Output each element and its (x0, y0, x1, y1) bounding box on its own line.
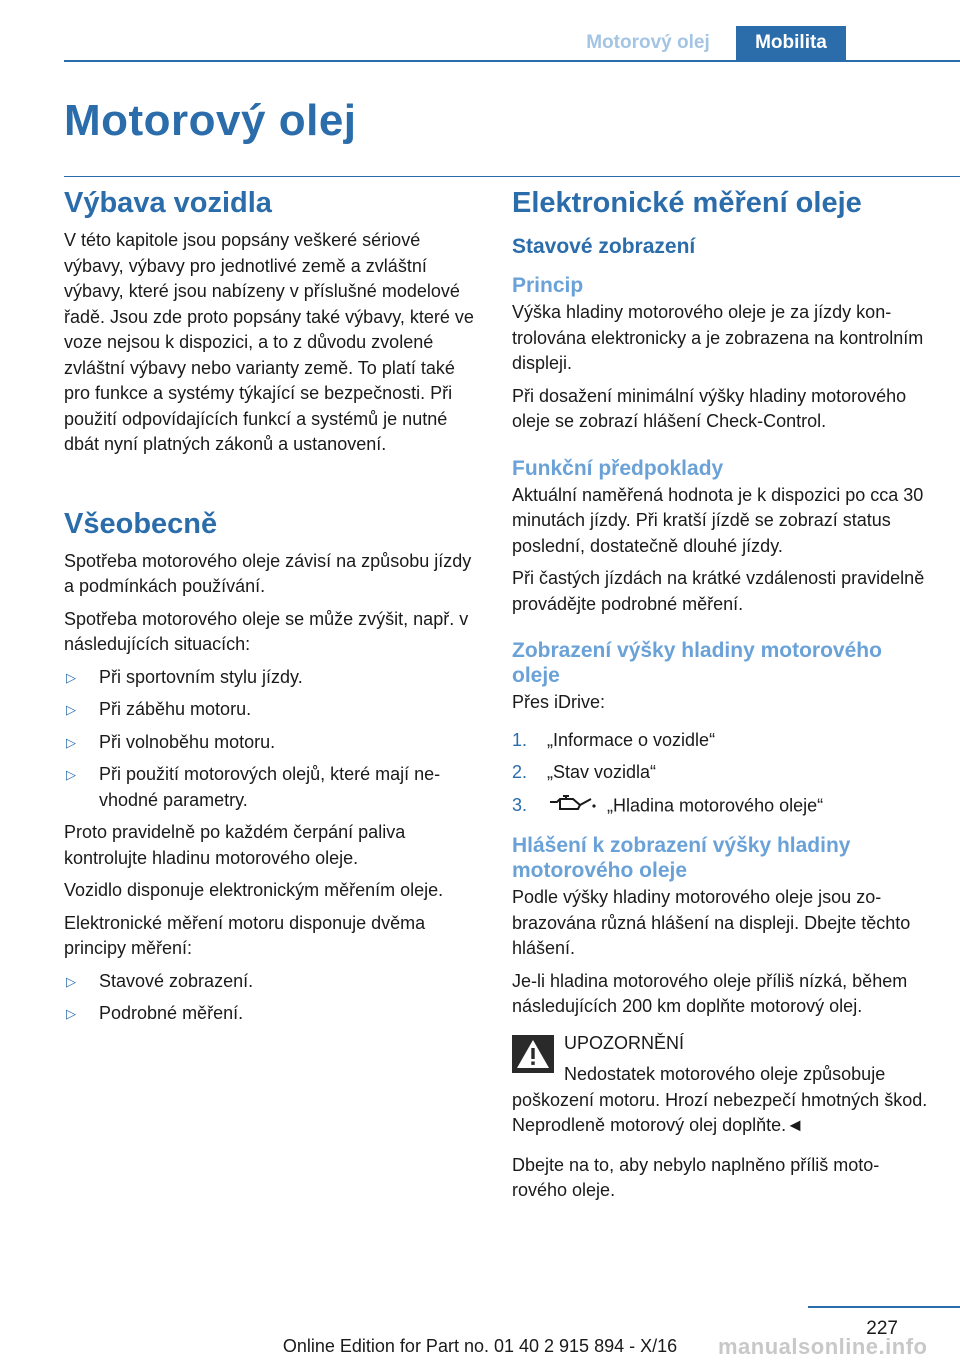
list-item: 2. „Stav vozidla“ (512, 762, 657, 782)
principle-heading: Princip (512, 274, 584, 297)
via-idrive: Přes iDrive: (512, 692, 606, 712)
principles-list (64, 969, 480, 1027)
warning-text: Nedostatek motorového oleje způsobuje poškození motoru. Hrozí nebezpečí hmotných škod. Neprodleně motorový olej doplňte.◄ (512, 1064, 928, 1135)
triangle-right-icon: ▷ (66, 767, 76, 782)
header-tab-section: Motorový olej (586, 32, 710, 53)
status-display-heading: Stavové zobrazení (512, 235, 696, 258)
page-number: 227 (866, 1318, 898, 1339)
warning-title: UPOZORNĚNÍ (564, 1032, 685, 1053)
list-item: ▷ Při použití motorových olejů, které mají nevhodné parametry. (66, 764, 441, 810)
overfill-note: Dbejte na to, aby nebylo naplněno příliš motorového oleje. (512, 1154, 880, 1200)
triangle-right-icon: ▷ (66, 669, 76, 685)
header-tab-chapter: Mobilita (736, 26, 846, 60)
triangle-right-icon: ▷ (66, 702, 76, 717)
general-p3: Proto pravidelně po každém čerpání paliva kontrolujte hladinu motorového oleje. (64, 822, 406, 868)
triangle-right-icon: ▷ (66, 734, 76, 750)
right-column (512, 184, 928, 1211)
oil-measurement-heading: Elektronické měření oleje (512, 187, 862, 219)
equipment-heading: Výbava vozidla (64, 187, 272, 219)
prerequisites-p1: Aktuální naměřená hodnota je k dispozici po cca 30 minutách jízdy. Při kratší jízdě se zobrazí status poslední, dostatečně dlouhé jízdy. (512, 484, 924, 556)
footer-rule (808, 1306, 960, 1308)
prerequisites-p2: Při častých jízdách na krátké vzdálenosti pravidelně provádějte podrobné měření. (512, 568, 925, 614)
general-p1: Spotřeba motorového oleje závisí na způsobu jízdy a podmínkách používání. (64, 550, 472, 596)
left-column (64, 184, 480, 1034)
warning-triangle-icon (512, 1035, 554, 1073)
watermark: manualsonline.info (718, 1334, 928, 1359)
edition-text: Online Edition for Part no. 01 40 2 915 894 - X/16 (282, 1336, 678, 1356)
general-p4: Vozidlo disponuje elektronickým měřením oleje. (64, 880, 444, 900)
triangle-right-icon: ▷ (66, 1006, 76, 1021)
oil-can-icon (547, 793, 597, 821)
idrive-steps (512, 728, 928, 821)
principle-p2: Při dosažení minimální výšky hladiny motorového oleje se zobrazí hlášení Check-Control. (512, 385, 907, 431)
title-rule (64, 176, 960, 177)
list-item: ▷ Při volnoběhu motoru. (64, 730, 480, 756)
equipment-text: V této kapitole jsou popsány veškeré sériové výbavy, výbavy pro jednotlivé země a zvláštní výbavy, které jsou nabízeny v příslušné modelové řadě. Jsou zde proto popsány také výbavy, které ve voze nejsou k dispozici, a to z důvodu zvolené zvláštní výbavy nebo varianty země. To platí také pro funkce a systémy týkající se bezpečnosti. Při použití odpovídajících funkcí a systémů je nutné dbát nyní platných zákonů a ustanovení. (64, 230, 474, 454)
messages-p1: Podle výšky hladiny motorového oleje jsou zobrazována různá hlášení na displeji. Dbejte těchto hlášení. (512, 887, 911, 958)
triangle-right-icon: ▷ (66, 973, 76, 989)
list-item: ▷ Při sportovním stylu jízdy. (64, 665, 480, 691)
list-item: 1. „Informace o vozidle“ (512, 729, 716, 750)
messages-heading: Hlášení k zobrazení výšky hladiny motorového oleje (512, 834, 851, 882)
list-item: ▷ Stavové zobrazení. (64, 969, 480, 995)
page-title: Motorový olej (64, 96, 357, 145)
list-item: ▷ Podrobné měření. (64, 1001, 480, 1027)
general-heading: Všeobecně (64, 507, 218, 540)
messages-p2: Je-li hladina motorového oleje příliš nízká, během následujících 200 km doplňte motorový olej. (512, 970, 908, 1016)
header-rule (64, 60, 960, 62)
warning-box (512, 1031, 928, 1139)
general-p5: Elektronické měření motoru disponuje dvěma principy měření: (64, 912, 426, 958)
general-p2: Spotřeba motorového oleje se může zvýšit, např. v následujících situacích: (64, 608, 469, 654)
list-item: 3. „Hladina motorového oleje“ (512, 793, 928, 821)
situations-list (64, 665, 480, 814)
principle-p1: Výška hladiny motorového oleje je za jízdy kontrolována elektronicky a je zobrazena na kontrolním displeji. (512, 302, 924, 373)
list-item: ▷ Při záběhu motoru. (64, 697, 480, 723)
prerequisites-heading: Funkční předpoklady (512, 456, 724, 480)
oil-level-display-heading: Zobrazení výšky hladiny motorového oleje (512, 639, 882, 687)
